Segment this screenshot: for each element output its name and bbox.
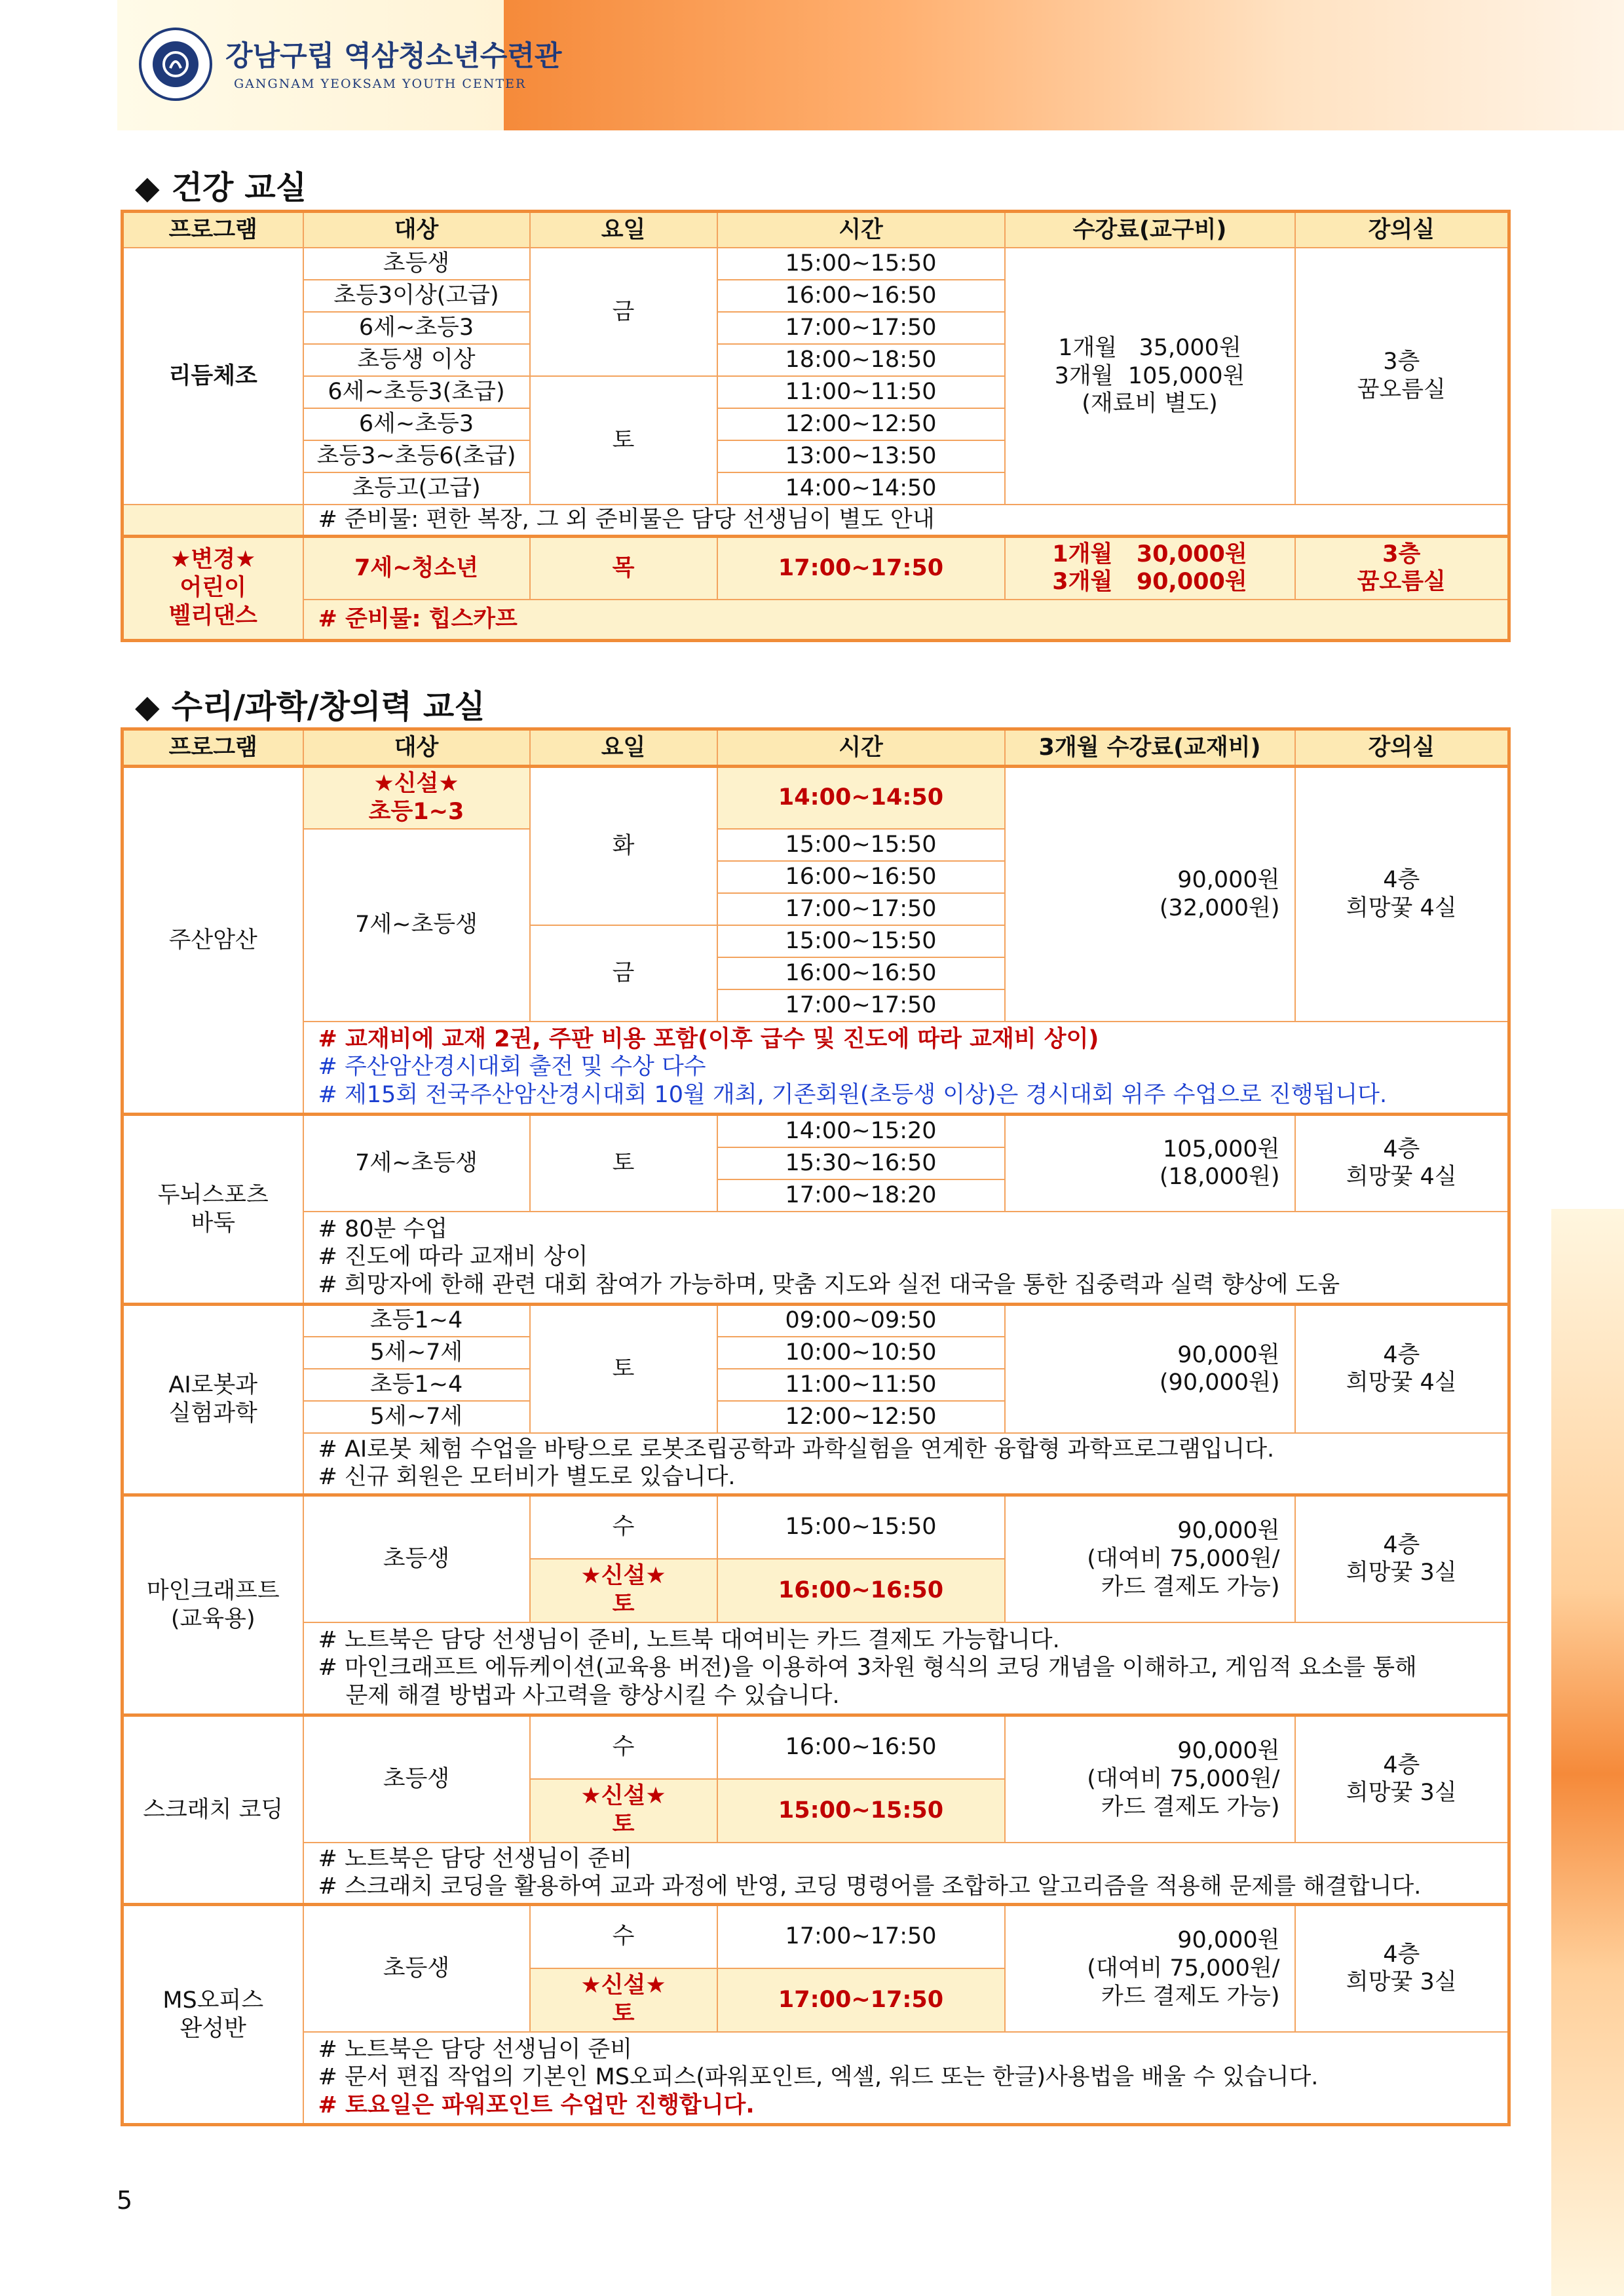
room-cell: 4층 희망꿏 4실	[1295, 1305, 1509, 1433]
table-header-row	[123, 729, 1509, 767]
math-science-class-table	[121, 727, 1511, 2126]
org-name-english: GANGNAM YEOKSAM YOUTH CENTER	[234, 77, 527, 91]
target-cell: 5세~7세	[303, 1401, 530, 1433]
time-cell: 16:00~16:50	[717, 1559, 1005, 1622]
col-header-fee: 3개월 수강료(교재비)	[1005, 729, 1295, 767]
col-header-time: 시간	[717, 212, 1005, 248]
time-cell: 14:00~14:50	[717, 767, 1005, 829]
program-ai-robot: AI로봇과 실험과학	[123, 1305, 303, 1495]
note-row	[123, 505, 1509, 536]
program-belly-dance: ★변경★ 어린이 벨리댄스	[123, 536, 303, 640]
target-cell: 초등3~초등6(초급)	[303, 440, 530, 472]
room-cell: 3층 꿈오름실	[1295, 536, 1509, 600]
header-banner-right	[504, 0, 1624, 130]
day-cell-tue: 화	[530, 767, 717, 925]
target-cell: 초등생	[303, 1715, 530, 1843]
time-cell: 18:00~18:50	[717, 344, 1005, 376]
col-header-time: 시간	[717, 729, 1005, 767]
col-header-program: 프로그램	[123, 212, 303, 248]
fee-cell: 105,000원 (18,000원)	[1005, 1115, 1295, 1212]
target-cell: 6세~초등3	[303, 408, 530, 440]
time-cell: 11:00~11:50	[717, 376, 1005, 408]
time-cell: 15:00~15:50	[717, 1779, 1005, 1843]
day-cell: 토	[530, 1115, 717, 1212]
target-cell: 7세~초등생	[303, 1115, 530, 1212]
program-minecraft: 마인크래프트 (교육용)	[123, 1495, 303, 1715]
room-cell: 3층 꿈오름실	[1295, 248, 1509, 505]
abacus-notes: # 교재비에 교재 2권, 주판 비용 포함(이후 급수 및 진도에 따라 교재비 상이) # 주산암산경시대회 출전 및 수상 다수 # 제15회 전국주산암산경시대회 10월 개최, 기존회원(초등생 이상)은 경시대회 위주 수업으로 진행됩니다.	[303, 1022, 1509, 1115]
time-cell: 12:00~12:50	[717, 1401, 1005, 1433]
day-cell-fri: 금	[530, 248, 717, 376]
time-cell: 16:00~16:50	[717, 280, 1005, 312]
time-cell: 17:00~17:50	[717, 989, 1005, 1022]
table-row	[123, 248, 1509, 280]
target-cell: 초등고(고급)	[303, 472, 530, 505]
col-header-program: 프로그램	[123, 729, 303, 767]
time-cell: 14:00~15:20	[717, 1115, 1005, 1147]
new-day-cell: ★신설★ 토	[530, 1968, 717, 2032]
new-day-cell: ★신설★ 토	[530, 1779, 717, 1843]
day-cell: 수	[530, 1495, 717, 1559]
time-cell: 17:00~18:20	[717, 1179, 1005, 1212]
note-row	[123, 1843, 1509, 1905]
room-cell: 4층 희망꿏 3실	[1295, 1715, 1509, 1843]
target-cell: 초등1~4	[303, 1305, 530, 1337]
new-day-cell: ★신설★ 토	[530, 1559, 717, 1622]
program-abacus: 주산암산	[123, 767, 303, 1115]
msoffice-notes: # 노트북은 담당 선생님이 준비 # 문서 편집 작업의 기본인 MS오피스(파워포인트, 엑셀, 워드 또는 한글)사용법을 배울 수 있습니다. # 토요일은 파워포인트 수업만 진행합니다.	[303, 2032, 1509, 2125]
table-row	[123, 1715, 1509, 1779]
time-cell: 14:00~14:50	[717, 472, 1005, 505]
target-cell: 7세~청소년	[303, 536, 530, 600]
minecraft-notes: # 노트북은 담당 선생님이 준비, 노트북 대여비는 카드 결제도 가능합니다. # 마인크래프트 에듀케이션(교육용 버전)을 이용하여 3차원 형식의 코딩 개념을 이해하고, 게임적 요소를 통해 문제 해결 방법과 사고력을 향상시킬 수 있습니다.	[303, 1622, 1509, 1715]
new-target-cell: ★신설★ 초등1~3	[303, 767, 530, 829]
table-row	[123, 1495, 1509, 1559]
health-class-table	[121, 210, 1511, 642]
center-logo-icon	[139, 28, 212, 101]
fee-cell: 1개월 35,000원 3개월 105,000원 (재료비 별도)	[1005, 248, 1295, 505]
fee-cell: 90,000원 (대여비 75,000원/ 카드 결제도 가능)	[1005, 1715, 1295, 1843]
note-row	[123, 1212, 1509, 1305]
program-rhythm-gymnastics: 리듬체조	[123, 248, 303, 505]
target-cell: 7세~초등생	[303, 829, 530, 1022]
target-cell: 5세~7세	[303, 1337, 530, 1369]
target-cell: 초등1~4	[303, 1369, 530, 1401]
table-header-row	[123, 212, 1509, 248]
time-cell: 17:00~17:50	[717, 536, 1005, 600]
target-cell: 초등생	[303, 1905, 530, 2032]
note-row	[123, 1433, 1509, 1495]
ai-notes: # AI로봇 체험 수업을 바탕으로 로봇조립공학과 과학실험을 연계한 융합형 과학프로그램입니다. # 신규 회원은 모터비가 별도로 있습니다.	[303, 1433, 1509, 1495]
day-cell-sat: 토	[530, 376, 717, 505]
time-cell: 10:00~10:50	[717, 1337, 1005, 1369]
col-header-room: 강의실	[1295, 212, 1509, 248]
time-cell: 17:00~17:50	[717, 312, 1005, 344]
time-cell: 17:00~17:50	[717, 1968, 1005, 2032]
program-baduk: 두뇌스포츠 바둑	[123, 1115, 303, 1305]
day-cell: 수	[530, 1905, 717, 1968]
col-header-fee: 수강료(교구비)	[1005, 212, 1295, 248]
section-title-health: ◆ 건강 교실	[135, 169, 307, 206]
section-title-math-science: ◆ 수리/과학/창의력 교실	[135, 688, 485, 725]
fee-cell: 1개월 30,000원 3개월 90,000원	[1005, 536, 1295, 600]
fee-cell: 90,000원 (대여비 75,000원/ 카드 결제도 가능)	[1005, 1905, 1295, 2032]
time-cell: 17:00~17:50	[717, 1905, 1005, 1968]
side-decoration-bar	[1551, 1209, 1624, 2296]
time-cell: 13:00~13:50	[717, 440, 1005, 472]
room-cell: 4층 희망꿏 3실	[1295, 1905, 1509, 2032]
program-msoffice: MS오피스 완성반	[123, 1905, 303, 2125]
time-cell: 15:00~15:50	[717, 829, 1005, 861]
table-row	[123, 767, 1509, 829]
col-header-day: 요일	[530, 212, 717, 248]
room-cell: 4층 희망꿏 4실	[1295, 767, 1509, 1022]
table-row	[123, 1905, 1509, 1968]
time-cell: 17:00~17:50	[717, 893, 1005, 925]
col-header-room: 강의실	[1295, 729, 1509, 767]
time-cell: 15:00~15:50	[717, 925, 1005, 957]
col-header-target: 대상	[303, 729, 530, 767]
time-cell: 12:00~12:50	[717, 408, 1005, 440]
room-cell: 4층 희망꿏 3실	[1295, 1495, 1509, 1622]
time-cell: 16:00~16:50	[717, 1715, 1005, 1779]
note-row	[123, 2032, 1509, 2125]
time-cell: 15:00~15:50	[717, 1495, 1005, 1559]
belly-note: # 준비물: 힙스카프	[303, 600, 1509, 640]
day-cell: 목	[530, 536, 717, 600]
diamond-bullet-icon: ◆	[135, 688, 160, 725]
target-cell: 6세~초등3(초급)	[303, 376, 530, 408]
time-cell: 15:30~16:50	[717, 1147, 1005, 1179]
target-cell: 초등생 이상	[303, 344, 530, 376]
note-row	[123, 1622, 1509, 1715]
rhythm-note: # 준비물: 편한 복장, 그 외 준비물은 담당 선생님이 별도 안내	[303, 505, 1509, 536]
table-row	[123, 1115, 1509, 1147]
target-cell: 6세~초등3	[303, 312, 530, 344]
time-cell: 11:00~11:50	[717, 1369, 1005, 1401]
time-cell: 09:00~09:50	[717, 1305, 1005, 1337]
time-cell: 15:00~15:50	[717, 248, 1005, 280]
org-name-korean: 강남구립 역삼청소년수련관	[225, 40, 562, 73]
time-cell: 16:00~16:50	[717, 957, 1005, 989]
time-cell: 16:00~16:50	[717, 861, 1005, 893]
fee-cell: 90,000원 (90,000원)	[1005, 1305, 1295, 1433]
day-cell: 수	[530, 1715, 717, 1779]
scratch-notes: # 노트북은 담당 선생님이 준비 # 스크래치 코딩을 활용하여 교과 과정에 반영, 코딩 명령어를 조합하고 알고리즘을 적용해 문제를 해결합니다.	[303, 1843, 1509, 1905]
target-cell: 초등생	[303, 1495, 530, 1622]
target-cell: 초등생	[303, 248, 530, 280]
diamond-bullet-icon: ◆	[135, 169, 160, 206]
baduk-notes: # 80분 수업 # 진도에 따라 교재비 상이 # 희망자에 한해 관련 대회 참여가 가능하며, 맞춤 지도와 실전 대국을 통한 집중력과 실력 향상에 도움	[303, 1212, 1509, 1305]
col-header-day: 요일	[530, 729, 717, 767]
note-row	[123, 600, 1509, 640]
table-row	[123, 1305, 1509, 1337]
program-scratch: 스크래치 코딩	[123, 1715, 303, 1905]
day-cell: 토	[530, 1305, 717, 1433]
day-cell-fri: 금	[530, 925, 717, 1022]
target-cell: 초등3이상(고급)	[303, 280, 530, 312]
room-cell: 4층 희망꿏 4실	[1295, 1115, 1509, 1212]
note-row	[123, 1022, 1509, 1115]
table-row	[123, 536, 1509, 600]
fee-cell: 90,000원 (대여비 75,000원/ 카드 결제도 가능)	[1005, 1495, 1295, 1622]
col-header-target: 대상	[303, 212, 530, 248]
page-number: 5	[117, 2186, 133, 2215]
fee-cell: 90,000원 (32,000원)	[1005, 767, 1295, 1022]
